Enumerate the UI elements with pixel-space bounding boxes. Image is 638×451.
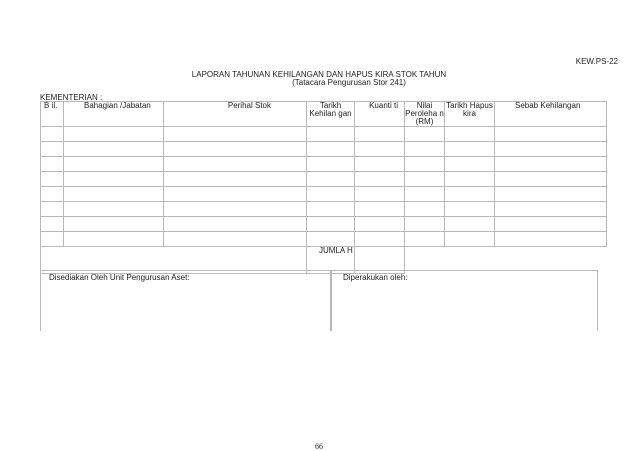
table-cell — [355, 217, 405, 232]
prepared-by-box — [40, 270, 332, 331]
prepared-by-label: Disediakan Oleh Unit Pengurusan Aset: — [49, 273, 190, 282]
table-cell — [64, 217, 164, 232]
table-row — [41, 127, 607, 142]
table-cell — [495, 232, 607, 247]
table-cell — [41, 202, 64, 217]
page-number: 66 — [315, 442, 323, 451]
table-cell — [64, 232, 164, 247]
table-cell — [495, 202, 607, 217]
header-bil: B il. — [41, 102, 64, 127]
header-kuantiti: Kuanti ti — [355, 102, 405, 127]
table-cell — [164, 157, 307, 172]
header-tarikh-kehilangan: Tarikh Kehilan gan — [307, 102, 355, 127]
table-cell — [164, 217, 307, 232]
table-cell — [164, 232, 307, 247]
table-cell — [405, 157, 445, 172]
report-title: LAPORAN TAHUNAN KEHILANGAN DAN HAPUS KIRA STOK TAHUN — [191, 70, 447, 79]
table-cell — [405, 202, 445, 217]
form-code: KEW.PS-22 — [575, 57, 618, 66]
table-cell — [445, 217, 495, 232]
table-cell — [164, 127, 307, 142]
table-cell — [405, 232, 445, 247]
table-row — [41, 232, 607, 247]
table-cell — [445, 232, 495, 247]
table-cell — [307, 232, 355, 247]
table-cell — [64, 187, 164, 202]
table-header-row — [41, 102, 607, 127]
table-cell — [164, 172, 307, 187]
table-cell — [307, 217, 355, 232]
header-perihal: Perihal Stok — [164, 102, 307, 127]
table-cell — [307, 157, 355, 172]
table-cell — [64, 127, 164, 142]
table-cell — [355, 232, 405, 247]
table-cell — [445, 127, 495, 142]
table-row — [41, 157, 607, 172]
table-cell — [355, 172, 405, 187]
table-row — [41, 202, 607, 217]
table-cell — [495, 127, 607, 142]
table-cell — [164, 202, 307, 217]
table-cell — [445, 172, 495, 187]
table-cell — [307, 172, 355, 187]
header-nilai: Nilai Peroleha n (RM) — [405, 101, 444, 126]
certified-by-label: Diperakukan oleh: — [343, 273, 408, 282]
table-cell — [355, 142, 405, 157]
table-cell — [445, 157, 495, 172]
table-cell — [355, 202, 405, 217]
table-cell — [405, 127, 445, 142]
table-cell — [405, 172, 445, 187]
total-label: JUMLA H — [307, 247, 355, 274]
table-cell — [307, 142, 355, 157]
table-cell — [41, 172, 64, 187]
report-subtitle: (Tatacara Pengurusan Stor 241) — [292, 78, 406, 87]
table-cell — [41, 142, 64, 157]
table-cell — [355, 187, 405, 202]
certified-by-box — [330, 270, 598, 331]
table-cell — [41, 187, 64, 202]
table-cell — [307, 202, 355, 217]
table-cell — [355, 157, 405, 172]
table-row — [41, 187, 607, 202]
table-cell — [495, 217, 607, 232]
table-row — [41, 172, 607, 187]
table-row — [41, 142, 607, 157]
table-cell — [41, 157, 64, 172]
table-cell — [445, 202, 495, 217]
header-bahagian: Bahagian /Jabatan — [64, 102, 164, 127]
table-cell — [64, 142, 164, 157]
table-cell — [445, 142, 495, 157]
table-cell — [41, 127, 64, 142]
table-cell — [445, 187, 495, 202]
stock-loss-table — [40, 101, 607, 274]
table-cell — [307, 187, 355, 202]
table-cell — [307, 127, 355, 142]
table-cell — [64, 157, 164, 172]
table-cell — [64, 202, 164, 217]
table-cell — [164, 142, 307, 157]
table-cell — [405, 142, 445, 157]
header-sebab: Sebab Kehilangan — [495, 102, 607, 127]
table-cell — [495, 187, 607, 202]
table-cell — [355, 127, 405, 142]
table-cell — [495, 172, 607, 187]
table-cell — [495, 142, 607, 157]
table-cell — [495, 157, 607, 172]
table-cell — [164, 187, 307, 202]
table-cell — [41, 217, 64, 232]
ministry-label: KEMENTERIAN : — [40, 93, 103, 102]
table-cell — [405, 187, 445, 202]
table-cell — [41, 232, 64, 247]
header-tarikh-hapus: Tarikh Hapus kira — [445, 102, 495, 127]
table-cell — [405, 217, 445, 232]
table-row — [41, 217, 607, 232]
table-cell — [64, 172, 164, 187]
